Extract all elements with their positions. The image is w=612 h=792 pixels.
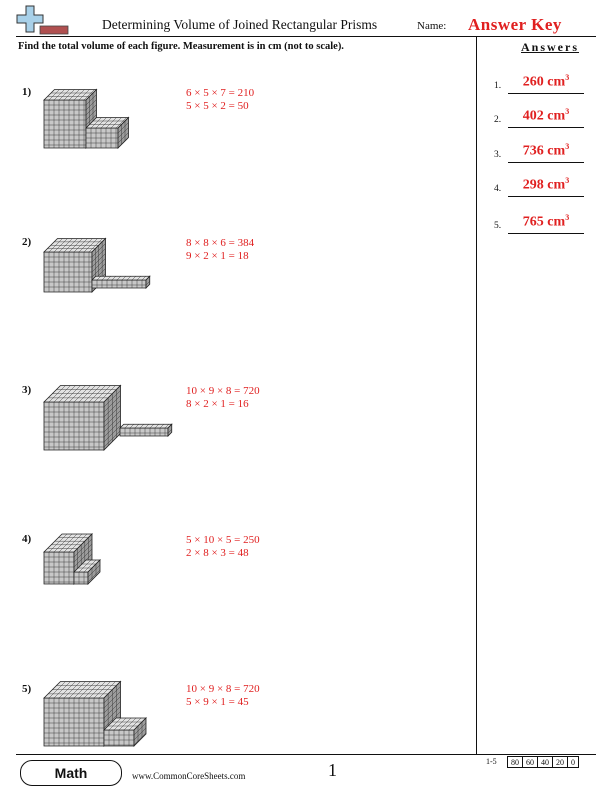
work-lines [186,683,260,709]
problem-number: 3) [22,384,32,396]
work-lines [186,87,254,113]
score-cell: 0 [568,757,579,768]
answer-line [508,93,584,94]
score-cell: 40 [538,757,553,768]
answer-column-divider [476,36,477,754]
answer-value: 765 $cm^3$ [522,213,570,230]
work-line-1: 5 × 10 × 5 = 250 [186,534,260,546]
problem-number: 4) [22,533,32,545]
footer-divider [16,754,596,755]
answer-line [508,162,584,163]
problem-number: 1) [22,86,32,98]
answer-number: 1. [494,81,502,91]
answer-value: 298 $cm^3$ [522,176,570,193]
website-link[interactable]: www.CommonCoreSheets.com [132,771,246,781]
answer-number: 4. [494,184,502,194]
prism-figure [40,670,180,750]
prism-front-face [92,280,146,288]
prism-figure [40,224,180,304]
work-line-1: 10 × 9 × 8 = 720 [186,683,260,695]
answer-value: 736 $cm^3$ [522,142,570,159]
problem-number: 5) [22,683,32,695]
answer-line [508,127,584,128]
work-line-2: 5 × 9 × 1 = 45 [186,696,249,708]
answer-value: 402 $cm^3$ [522,107,570,124]
score-cell: 20 [553,757,568,768]
score-table [507,756,579,768]
work-line-1: 6 × 5 × 7 = 210 [186,87,255,99]
answer-line [508,196,584,197]
work-lines [186,534,260,560]
answers-heading: Answers [521,40,579,54]
work-line-2: 9 × 2 × 1 = 18 [186,250,249,262]
work-line-1: 10 × 9 × 8 = 720 [186,385,260,397]
work-line-2: 8 × 2 × 1 = 16 [186,398,249,410]
answer-number: 5. [494,221,502,231]
work-lines [186,237,254,263]
page-number: 1 [328,760,337,780]
problem-number: 2) [22,236,32,248]
work-line-1: 8 × 8 × 6 = 384 [186,237,255,249]
answer-line [508,233,584,234]
work-lines [186,385,260,411]
prism-front-face [44,100,86,148]
logo-icon [16,4,70,36]
answer-number: 2. [494,115,502,125]
answer-value: 260 $cm^3$ [522,73,570,90]
score-cell: 60 [523,757,538,768]
subject-badge: Math [20,760,122,786]
score-range-label: 1-5 [486,757,497,766]
prism-figure [40,522,180,602]
page-title: Determining Volume of Joined Rectangular Prisms [102,17,378,32]
prism-figure [40,374,180,454]
header-divider [16,36,596,37]
work-line-2: 2 × 8 × 3 = 48 [186,547,249,559]
work-line-2: 5 × 5 × 2 = 50 [186,100,249,112]
prism-front-face [120,428,168,436]
answer-key-label: Answer Key [468,15,562,34]
prism-figure [40,76,180,156]
answer-number: 3. [494,150,502,160]
name-label: Name: [417,20,447,32]
instructions: Find the total volume of each figure. Measurement is in cm (not to scale). [18,41,344,52]
score-cell: 80 [508,757,523,768]
prism-top-face [92,276,150,280]
